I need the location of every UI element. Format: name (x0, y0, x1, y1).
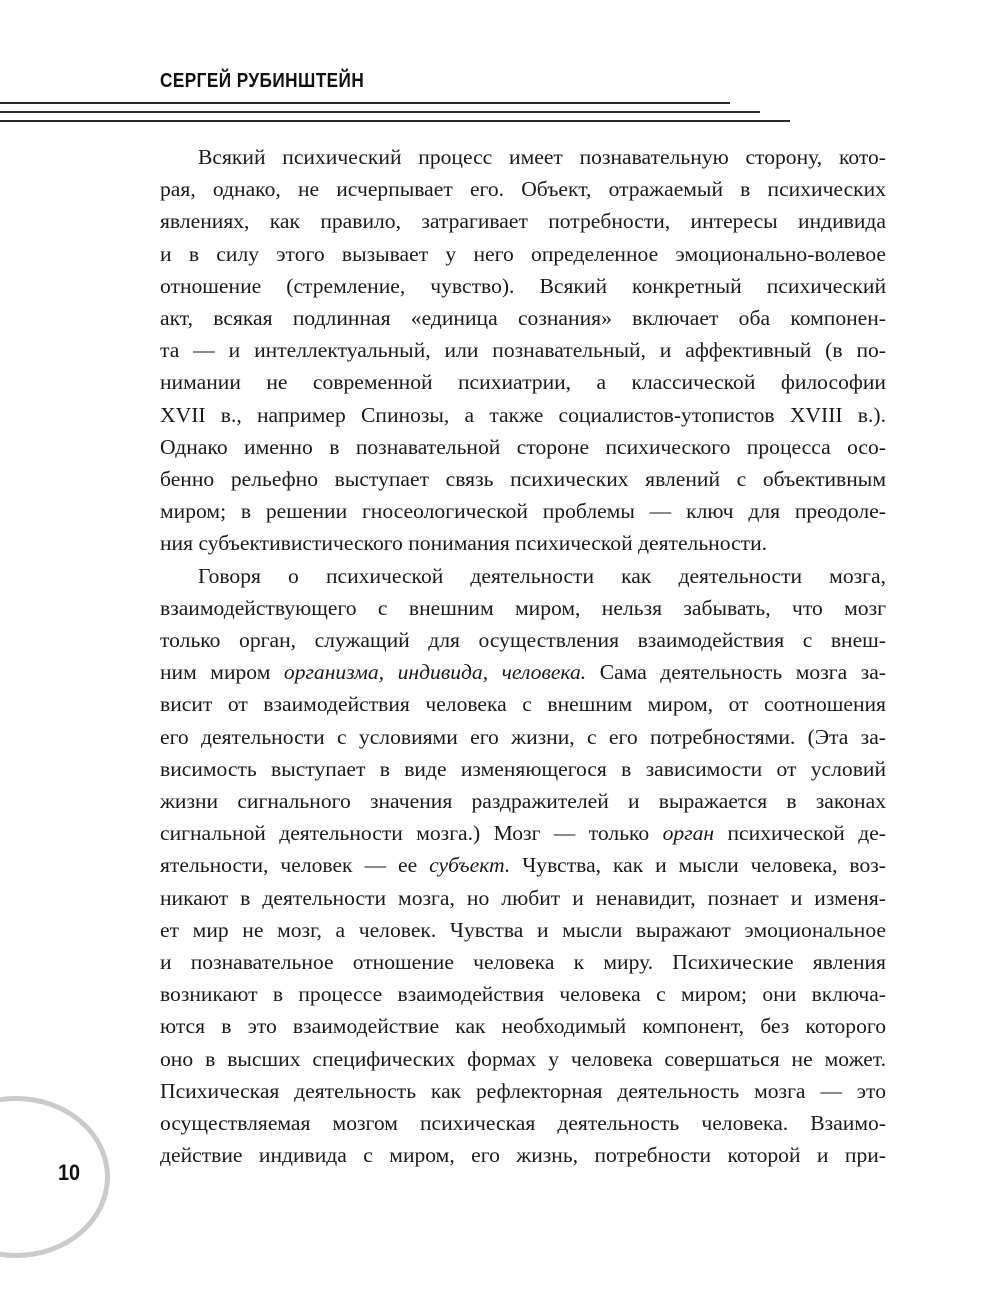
page-number-badge (0, 1096, 110, 1258)
text-line (160, 849, 886, 881)
text-line: висимость выступает в виде изменяющегося в зависимости от условий (160, 756, 886, 781)
text-line: возникают в процессе взаимодействия человека с миром; они включа- (160, 982, 886, 1007)
text-line: и в силу этого вызывает у него определенное эмоционально-волевое (160, 241, 886, 266)
paragraph-1 (160, 141, 886, 560)
header-rule-top (0, 102, 730, 104)
emphasis: субъект. (429, 853, 511, 878)
text-line: бенно рельефно выступает связь психических явлений с объективным (160, 467, 886, 492)
text-line: акт, всякая подлинная «единица сознания» включает оба компонен- (160, 306, 886, 331)
text-run: психической де- (714, 821, 886, 846)
paragraph-2 (160, 560, 886, 1172)
body-text (160, 141, 886, 1172)
text-run: Чувства, как и мысли человека, воз- (510, 853, 886, 878)
text-line: ет мир не мозг, а человек. Чувства и мысли выражают эмоциональное (160, 917, 886, 942)
text-line: взаимодействующего с внешним миром, нельзя забывать, что мозг (160, 595, 886, 620)
text-line: ния субъективистического понимания психической деятельности. (160, 531, 768, 556)
text-line: Психическая деятельность как рефлекторная деятельность мозга — это (160, 1078, 886, 1103)
text-line: нимании не современной психиатрии, а классической философии (160, 370, 886, 395)
text-line: Всякий психический процесс имеет познавательную сторону, кото- (198, 145, 886, 169)
text-line (160, 656, 886, 688)
text-line: та — и интеллектуальный, или познавательный, и аффективный (в по- (160, 338, 886, 363)
text-line: миром; в решении гносеологической проблемы — ключ для преодоле- (160, 499, 886, 524)
text-line: висит от взаимодействия человека с внешним миром, от соотношения (160, 692, 886, 717)
emphasis: организма, индивида, человека. (283, 660, 587, 685)
text-line: оно в высших специфических формах у человека совершаться не может. (160, 1046, 886, 1071)
running-head: СЕРГЕЙ РУБИНШТЕЙН (160, 70, 365, 92)
text-line (160, 817, 886, 849)
text-line: рая, однако, не исчерпывает его. Объект, отражаемый в психических (160, 177, 886, 202)
text-line: Однако именно в познавательной стороне психического процесса осо- (160, 434, 886, 459)
header-rule-middle (0, 111, 760, 113)
text-line: действие индивида с миром, его жизнь, потребности которой и при- (160, 1143, 886, 1168)
emphasis: орган (662, 821, 715, 846)
page-number: 10 (58, 1160, 81, 1185)
text-line: его деятельности с условиями его жизни, с его потребностями. (Эта за- (160, 724, 886, 749)
text-line: и познавательное отношение человека к миру. Психические явления (160, 950, 886, 975)
text-run: Сама деятельность мозга за- (586, 660, 886, 685)
text-line: отношение (стремление, чувство). Всякий конкретный психический (160, 273, 886, 298)
text-line: осуществляемая мозгом психическая деятельность человека. Взаимо- (160, 1111, 886, 1136)
text-run: ним миром (160, 660, 284, 685)
text-line: жизни сигнального значения раздражителей и выражается в законах (160, 789, 886, 814)
text-line: только орган, служащий для осуществления взаимодействия с внеш- (160, 628, 886, 653)
text-line: никают в деятельности мозга, но любит и ненавидит, познает и изменя- (160, 885, 886, 910)
text-run: ятельности, человек — ее (160, 853, 430, 878)
header-rule-bottom (0, 120, 790, 122)
text-line: XVII в., например Спинозы, а также социалистов-утопистов XVIII в.). (160, 402, 886, 427)
text-line: явлениях, как правило, затрагивает потребности, интересы индивида (160, 209, 886, 234)
text-run: сигнальной деятельности мозга.) Мозг — только (160, 821, 663, 846)
text-line: Говоря о психической деятельности как деятельности мозга, (198, 563, 886, 588)
text-line: ются в это взаимодействие как необходимый компонент, без которого (160, 1014, 886, 1039)
